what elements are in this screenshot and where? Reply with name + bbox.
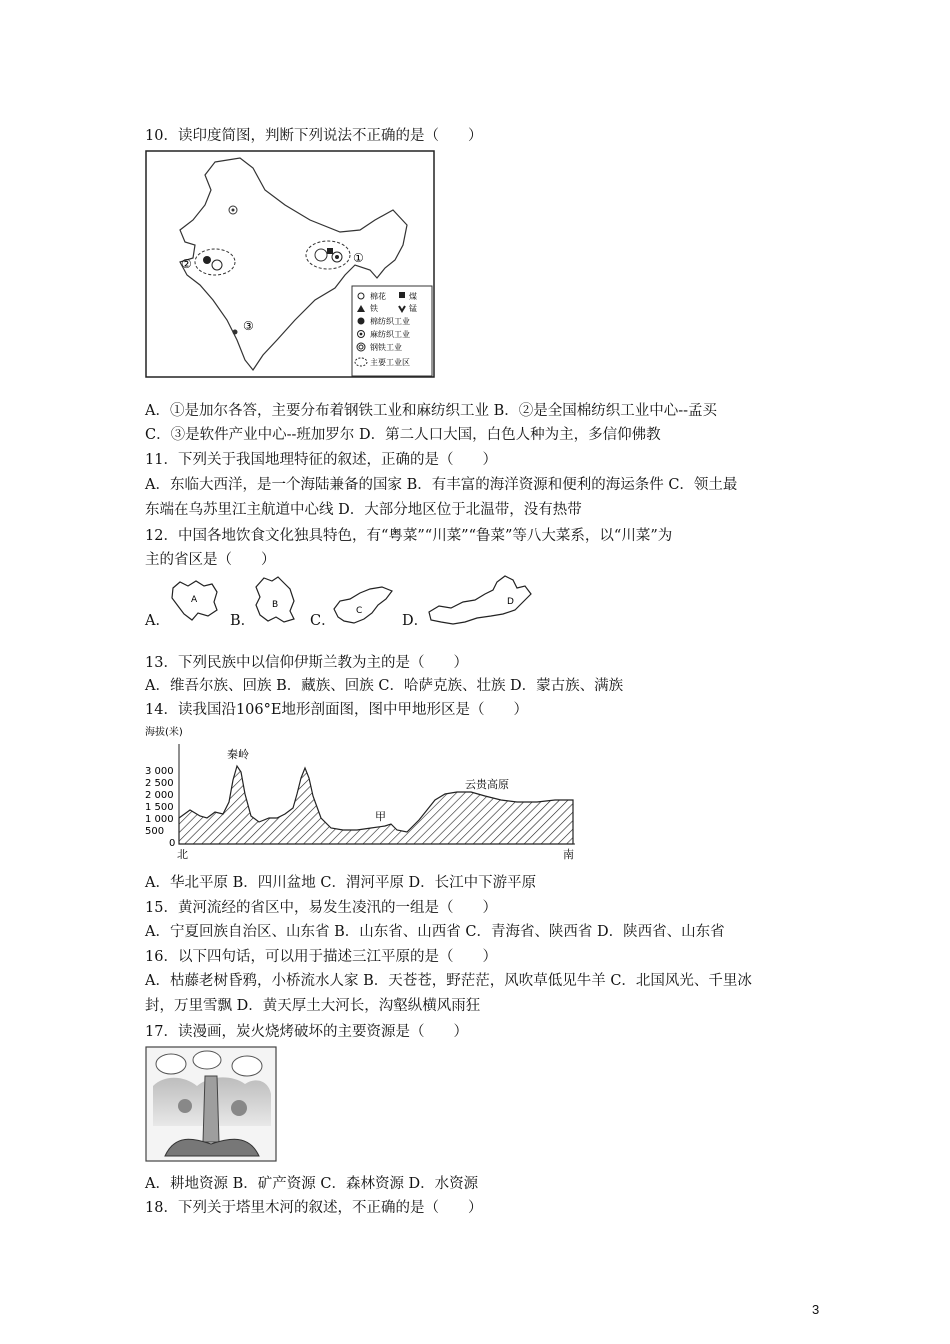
shape-c-letter: C xyxy=(356,606,363,616)
shape-b-letter: B xyxy=(272,600,279,610)
q14-stem: 14．读我国沿106°E地形剖面图，图中甲地形区是（ ） xyxy=(145,702,528,718)
ytick-3000: 3 000 xyxy=(145,766,174,777)
q12-option-d-label: D． xyxy=(402,613,429,629)
cartoon-image xyxy=(145,1046,277,1162)
q12-option-a-label: A． xyxy=(145,613,170,629)
q13-stem: 13．下列民族中以信仰伊斯兰教为主的是（ ） xyxy=(145,655,468,671)
q13-options: A．维吾尔族、回族 B．藏族、回族 C．哈萨克族、壮族 D．蒙古族、满族 xyxy=(145,678,624,694)
legend-coal: 煤 xyxy=(409,292,417,301)
legend-cotton: 棉花 xyxy=(370,292,386,301)
shape-a-letter: A xyxy=(191,595,198,605)
legend-manganese: 锰 xyxy=(409,304,417,313)
annotation-jia: 甲 xyxy=(375,810,386,823)
q11-stem: 11．下列关于我国地理特征的叙述，正确的是（ ） xyxy=(145,452,497,468)
legend-jute-textile: 麻纺织工业 xyxy=(370,330,410,339)
legend-steel: 钢铁工业 xyxy=(370,343,402,352)
q17-options: A．耕地资源 B．矿产资源 C．森林资源 D．水资源 xyxy=(145,1176,479,1192)
terrain-profile-chart xyxy=(145,722,585,862)
q11-options-line2: 东端在乌苏里江主航道中心线 D．大部分地区位于北温带，没有热带 xyxy=(145,502,582,518)
map-mark-2: ② xyxy=(181,257,192,271)
q14-options: A．华北平原 B．四川盆地 C．渭河平原 D．长江中下游平原 xyxy=(145,875,537,891)
x-label-north: 北 xyxy=(177,848,188,861)
q10-stem: 10．读印度简图，判断下列说法不正确的是（ ） xyxy=(145,128,483,144)
india-map xyxy=(145,150,435,378)
province-shape-d xyxy=(425,572,535,628)
shape-d-letter: D xyxy=(507,597,514,607)
ytick-2000: 2 000 xyxy=(145,790,174,801)
q12-stem-line2: 主的省区是（ ） xyxy=(145,552,276,568)
legend-cotton-textile: 棉纺织工业 xyxy=(370,317,410,326)
legend-industrial-zone: 主要工业区 xyxy=(370,358,410,367)
q11-options-line1: A．东临大西洋，是一个海陆兼备的国家 B．有丰富的海洋资源和便利的海运条件 C．领土最 xyxy=(145,477,738,493)
map-mark-3: ③ xyxy=(243,319,254,333)
legend-iron: 铁 xyxy=(370,304,378,313)
page-number: 3 xyxy=(812,1302,820,1317)
x-label-south: 南 xyxy=(563,848,574,861)
annotation-qinling: 秦岭 xyxy=(227,748,249,761)
ytick-500: 500 xyxy=(145,826,165,837)
q10-options-line2: C．③是软件产业中心--班加罗尔 D．第二人口大国，白色人种为主，多信仰佛教 xyxy=(145,427,661,443)
ytick-0: 0 xyxy=(169,838,176,849)
q17-stem: 17．读漫画，炭火烧烤破坏的主要资源是（ ） xyxy=(145,1024,468,1040)
ytick-2500: 2 500 xyxy=(145,778,174,789)
q12-option-c-label: C． xyxy=(310,613,336,629)
q16-options-line2: 封，万里雪飘 D．黄天厚土大河长，沟壑纵横风雨狂 xyxy=(145,998,481,1014)
province-shape-a xyxy=(170,578,220,622)
q16-options-line1: A．枯藤老树昏鸦，小桥流水人家 B．天苍苍，野茫茫，风吹草低见牛羊 C．北国风光、千里冰 xyxy=(145,973,752,989)
map-mark-1: ① xyxy=(353,251,364,265)
q16-stem: 16．以下四句话，可以用于描述三江平原的是（ ） xyxy=(145,949,497,965)
q15-stem: 15．黄河流经的省区中，易发生凌汛的一组是（ ） xyxy=(145,900,497,916)
q12-stem-line1: 12．中国各地饮食文化独具特色，有“粤菜”“川菜”“鲁菜”等八大菜系，以“川菜”为 xyxy=(145,528,673,544)
q15-options: A．宁夏回族自治区、山东省 B．山东省、山西省 C．青海省、陕西省 D．陕西省、山东省 xyxy=(145,924,725,940)
y-axis-label: 海拔(米) xyxy=(145,727,183,738)
annotation-yungui-plateau: 云贵高原 xyxy=(465,778,509,791)
ytick-1000: 1 000 xyxy=(145,814,174,825)
province-shape-c xyxy=(330,585,400,627)
terrain-profile-area xyxy=(179,766,573,844)
ytick-1500: 1 500 xyxy=(145,802,174,813)
q12-option-b-label: B． xyxy=(230,613,256,629)
province-shape-b xyxy=(250,575,298,625)
map-legend xyxy=(352,286,432,376)
y-ticks xyxy=(145,766,175,849)
q18-stem: 18．下列关于塔里木河的叙述，不正确的是（ ） xyxy=(145,1200,483,1216)
q10-options-line1: A．①是加尔各答，主要分布着钢铁工业和麻纺织工业 B．②是全国棉纺织工业中心--孟买 xyxy=(145,403,718,419)
